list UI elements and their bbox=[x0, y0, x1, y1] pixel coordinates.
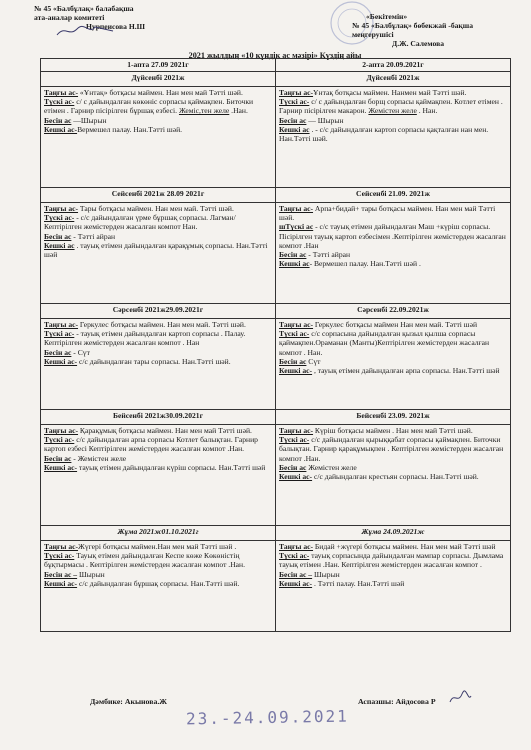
day-menu-left-2 bbox=[41, 319, 276, 410]
week-1-header: 1-апта 27.09 2021г bbox=[41, 59, 276, 72]
snack-text: - Жемістен желе bbox=[71, 453, 127, 463]
snack bbox=[44, 116, 272, 125]
dinner bbox=[279, 366, 507, 375]
lunch-label: Түскі ас- bbox=[279, 97, 310, 107]
breakfast bbox=[279, 426, 507, 435]
breakfast-label: Таңғы ас- bbox=[44, 320, 79, 329]
breakfast-label: Таңғы ас- bbox=[279, 204, 314, 213]
header-right-line1: «Бекітемін» bbox=[366, 12, 408, 21]
dinner-text: с/с дайындалған бұршақ сорпасы. Нан.Тәтті шәй. bbox=[77, 578, 240, 588]
dinner-label: Кешкі ас bbox=[279, 124, 310, 134]
breakfast-label: Таңғы ас- bbox=[279, 88, 314, 97]
lunch bbox=[279, 222, 507, 250]
lunch-label: Түскі ас- bbox=[279, 435, 310, 445]
snack-label: Бесін ас – bbox=[279, 569, 313, 579]
header-right bbox=[352, 12, 473, 48]
lunch-text: с/с сорпасына дайындалған қызыл қылша сорпасы қаймақпен.Ораманан (Манты)Кептірілген жемістерден жасалған компот . Нан. bbox=[279, 329, 490, 357]
dinner-text: с/с дайындалған тары сорпасы. Нан.Тәтті шәй. bbox=[77, 356, 231, 366]
dinner bbox=[44, 463, 272, 472]
day-header-left-2: Сәрсенбі 2021ж29.09.2021г bbox=[41, 304, 276, 319]
snack bbox=[279, 250, 507, 259]
breakfast bbox=[44, 426, 272, 435]
dinner-label: Кешкі ас- bbox=[279, 366, 313, 376]
breakfast-text: Бидай +жүгері ботқасы маймен. Нан мен май Тәтті шәй bbox=[313, 542, 496, 551]
dinner-label: Кешкі ас bbox=[279, 259, 310, 269]
snack-text: - Сүт bbox=[71, 347, 90, 357]
day-menu-right-2 bbox=[276, 319, 511, 410]
snack-label: Бесін ас bbox=[44, 453, 72, 463]
breakfast bbox=[44, 542, 272, 551]
breakfast-text: «Ұнтақ» ботқасы маймен. Нан мен май Тәтті шәй. bbox=[78, 88, 243, 97]
snack-text: - Тәтті айран bbox=[71, 231, 116, 241]
snack-label: Бесін ас bbox=[44, 115, 72, 125]
breakfast bbox=[279, 204, 507, 222]
snack-label: Бесін ас bbox=[279, 462, 307, 472]
signature-right bbox=[448, 690, 472, 706]
snack bbox=[279, 570, 507, 579]
header-right-line4: Д.Ж. Салемова bbox=[392, 39, 444, 48]
breakfast-text: Жүгері ботқасы маймен.Нан мен май Тәтті шәй . bbox=[78, 542, 237, 551]
breakfast-text: Геркулес ботқасы маймен. Нан мен май. Тәтті шәй. bbox=[78, 320, 246, 329]
breakfast-label: Таңғы ас- bbox=[44, 426, 79, 435]
lunch bbox=[279, 435, 507, 463]
week-2-header: 2-апта 20.09.2021г bbox=[276, 59, 511, 72]
dinner bbox=[279, 259, 507, 268]
breakfast-text: Күріш ботқасы маймен . Нан мен май Тәтті шәй. bbox=[313, 426, 473, 435]
day-menu-left-3 bbox=[41, 425, 276, 526]
day-menu-right-1 bbox=[276, 203, 511, 304]
lunch bbox=[44, 329, 272, 347]
day-header-left-3: Бейсенбі 2021ж30.09.2021г bbox=[41, 410, 276, 425]
lunch-tail: . Нан. bbox=[416, 106, 438, 116]
snack-text: Шырын bbox=[77, 569, 105, 579]
lunch-label: Түскі ас- bbox=[44, 97, 75, 107]
signature-left bbox=[55, 23, 115, 39]
day-menu-right-3 bbox=[276, 425, 511, 526]
breakfast-text: Ұнтақ ботқасы маймен. Нанмен май Тәтті шәй. bbox=[313, 88, 467, 97]
snack-label: Бесін ас – bbox=[44, 569, 78, 579]
menu-title: 2021 жылдың «10 күндік ас мәзірі» Күздің айы bbox=[188, 51, 362, 60]
snack bbox=[279, 357, 507, 366]
handwritten-date: 23.-24.09.2021 bbox=[185, 706, 350, 729]
dinner bbox=[279, 472, 507, 481]
day-header-right-3: Бейсенбі 23.09. 2021ж bbox=[276, 410, 511, 425]
dinner-text: Вермешел палау. Нан.Тәтті шәй. bbox=[77, 124, 183, 134]
snack-label: Бесін ас bbox=[44, 347, 72, 357]
lunch-text: - с/с тауық етімен дайындалған Маш +күріш сорпасы. Пісірілген тауық картоп езбесімен .Кептірілген жемістерден жасалған компот .Нан bbox=[279, 222, 506, 250]
day-header-right-0: Дүйсенбі 2021ж bbox=[276, 72, 511, 87]
snack-text: Шырын bbox=[312, 569, 340, 579]
dinner-text: . Тәтті палау. Нан.Тәтті шәй bbox=[312, 578, 405, 588]
dinner-text: . - с/с дайындалған картоп сорпасы қақталған нан мен. Нан.Тәтті шәй. bbox=[279, 124, 489, 144]
menu-table bbox=[40, 58, 511, 632]
lunch bbox=[44, 97, 272, 115]
day-menu-left-4 bbox=[41, 541, 276, 632]
day-menu-left-0 bbox=[41, 87, 276, 188]
snack-text: — Шырын bbox=[306, 115, 344, 125]
breakfast-label: Таңғы ас- bbox=[279, 426, 314, 435]
day-header-right-1: Сейсенбі 21.09. 2021ж bbox=[276, 188, 511, 203]
header-left-line1: № 45 «Балбұлақ» балабақша bbox=[34, 4, 134, 13]
footer-nurse: Дәмбике: Акынова.Ж bbox=[90, 697, 168, 706]
snack bbox=[279, 463, 507, 472]
dinner bbox=[279, 125, 507, 143]
dinner-label: Кешкі ас bbox=[44, 240, 75, 250]
lunch-text: с/с дайындалған арпа сорпасы Котлет балықтан. Гарнир картоп езбесі Кептірілген жемістерден жасалған компот .Нан. bbox=[44, 435, 258, 454]
dinner-text: , тауық етімен дайындалған арпа сорпасы. Нан.Тәтті шәй bbox=[312, 366, 500, 376]
dinner-label: Кешкі ас- bbox=[279, 578, 313, 588]
day-header-left-0: Дүйсенбі 2021ж bbox=[41, 72, 276, 87]
dinner-text: тауық етімен дайындалған күріш сорпасы. Нан.Тәтті шәй bbox=[77, 462, 266, 472]
lunch bbox=[279, 329, 507, 357]
lunch bbox=[44, 551, 272, 569]
dinner-text: - Вермешел палау. Нан.Тәтті шәй . bbox=[309, 259, 421, 269]
dinner bbox=[44, 241, 272, 259]
lunch bbox=[279, 97, 507, 115]
snack bbox=[44, 570, 272, 579]
dinner bbox=[44, 579, 272, 588]
day-menu-left-1 bbox=[41, 203, 276, 304]
day-header-left-1: Сейсенбі 2021ж 28.09 2021г bbox=[41, 188, 276, 203]
lunch bbox=[44, 435, 272, 453]
breakfast-label: Таңғы ас- bbox=[44, 88, 79, 97]
dinner-label: Кешкі ас- bbox=[279, 472, 313, 482]
dinner-label: Кешкі ас- bbox=[44, 356, 78, 366]
footer-cook: Аспазшы: Айдосова Р bbox=[358, 697, 436, 706]
lunch-text: тауық сорпасында дайындалған мампар сорпасы. Дымлама тауық етімен .Нан. Кептірілген жемістерден жасалған компот . bbox=[279, 551, 504, 570]
lunch-label: шТүскі ас bbox=[279, 222, 314, 232]
lunch-tail: .Нан. bbox=[229, 106, 248, 116]
lunch-text: - с/с дайындалған үрме бұршақ сорпасы. Лагман/Кептірілген жемістерден жасалған компот Нан. bbox=[44, 213, 236, 232]
lunch bbox=[279, 551, 507, 569]
breakfast-label: Таңғы ас- bbox=[44, 542, 79, 551]
header-left-line3: Нурпеисова Н.Ш bbox=[86, 22, 145, 31]
breakfast-label: Таңғы ас- bbox=[279, 542, 314, 551]
breakfast-text: Арпа+бидай+ тары ботқасы маймен. Нан мен май Тәтті шәй. bbox=[279, 204, 496, 223]
snack-label: Бесін ас bbox=[44, 231, 72, 241]
breakfast-text: Геркулес ботқасы маймен Нан мен май. Тәтті шәй bbox=[313, 320, 478, 329]
lunch-label: Түскі ас- bbox=[44, 213, 75, 223]
lunch-label: Түскі ас- bbox=[44, 329, 75, 339]
dinner bbox=[279, 579, 507, 588]
dinner bbox=[44, 125, 272, 134]
snack-text: - Тәтті айран bbox=[306, 250, 351, 260]
snack bbox=[44, 454, 272, 463]
lunch-text: - тауық етімен дайындалған картоп сорпасы . Палау. Кептірілген жемістерден жасалған компот . Нан bbox=[44, 329, 246, 348]
breakfast-text: Тары ботқасы маймен. Нан мен май. Тәтті шәй. bbox=[78, 204, 234, 213]
snack bbox=[279, 116, 507, 125]
snack-text: —Шырын bbox=[71, 115, 107, 125]
lunch-label: Түскі ас- bbox=[279, 551, 310, 561]
snack-text: Жемістен желе bbox=[306, 462, 357, 472]
breakfast-label: Таңғы ас- bbox=[279, 320, 314, 329]
day-menu-right-4 bbox=[276, 541, 511, 632]
snack bbox=[44, 348, 272, 357]
dinner-label: Кешкі ас- bbox=[44, 578, 78, 588]
breakfast bbox=[44, 204, 272, 213]
day-header-right-2: Сәрсенбі 22.09.2021ж bbox=[276, 304, 511, 319]
day-header-left-4: Жұма 2021ж01.10.2021г bbox=[41, 526, 276, 541]
breakfast bbox=[44, 320, 272, 329]
lunch-extra: Жемістен желе bbox=[368, 106, 417, 116]
snack-label: Бесін ас bbox=[279, 356, 307, 366]
lunch-label: Түскі ас- bbox=[44, 435, 75, 445]
dinner-label: Кешкі ас- bbox=[44, 462, 78, 472]
snack-label: Бесін ас bbox=[279, 115, 307, 125]
dinner-text: с/с дайындалған крестьян сорпасы. Нан.Тәтті шәй. bbox=[312, 472, 479, 482]
snack-text: Сүт bbox=[306, 356, 321, 366]
header-left-line2: ата-аналар комитеті bbox=[34, 13, 105, 22]
day-menu-right-0 bbox=[276, 87, 511, 188]
snack-label: Бесін ас bbox=[279, 250, 307, 260]
lunch-text: Тауық етімен дайындалған Кеспе көже Көкөністің бұқтырмасы . Кептірілген жемістерден жасалған компот .Нан. bbox=[44, 551, 246, 570]
breakfast-text: Қарақұмық ботқасы маймен. Нан мен май Тәтті шәй. bbox=[78, 426, 252, 435]
lunch-label: Түскі ас- bbox=[44, 551, 75, 561]
dinner bbox=[44, 357, 272, 366]
lunch bbox=[44, 213, 272, 231]
lunch-extra: Жеміс,тен желе bbox=[178, 106, 230, 116]
lunch-text: с/ с дайындалған борщ сорпасы қаймақпен. Котлет етімен . Гарнир пісірілген макарон. bbox=[279, 97, 503, 116]
breakfast bbox=[279, 542, 507, 551]
dinner-text: . тауық етімен дайындалған қарақұмық сорпасы. Нан.Тәтті шәй bbox=[44, 240, 268, 260]
breakfast bbox=[279, 320, 507, 329]
dinner-label: Кешкі ас- bbox=[44, 124, 78, 134]
lunch-text: с/с дайындалған қырыққабат сорпасы қаймақпен. Биточки балықтан. Гарнир қарақұмықпен . Кептірілген жемістерден жасалған компот .Нан. bbox=[279, 435, 504, 463]
header-right-line3: меңгерушісі bbox=[352, 30, 394, 39]
day-header-right-4: Жұма 24.09.2021ж bbox=[276, 526, 511, 541]
header-right-line2: № 45 «Балбұлақ» бөбекжай -бақша bbox=[352, 21, 474, 30]
snack bbox=[44, 232, 272, 241]
lunch-text: с/ с дайындалған көкөніс сорпасы қаймақпен. Биточки етімен . Гарнир пісірілген бұршақ езбесі. bbox=[44, 97, 254, 116]
lunch-label: Түскі ас- bbox=[279, 329, 310, 339]
breakfast bbox=[279, 88, 507, 97]
breakfast-label: Таңғы ас- bbox=[44, 204, 79, 213]
breakfast bbox=[44, 88, 272, 97]
